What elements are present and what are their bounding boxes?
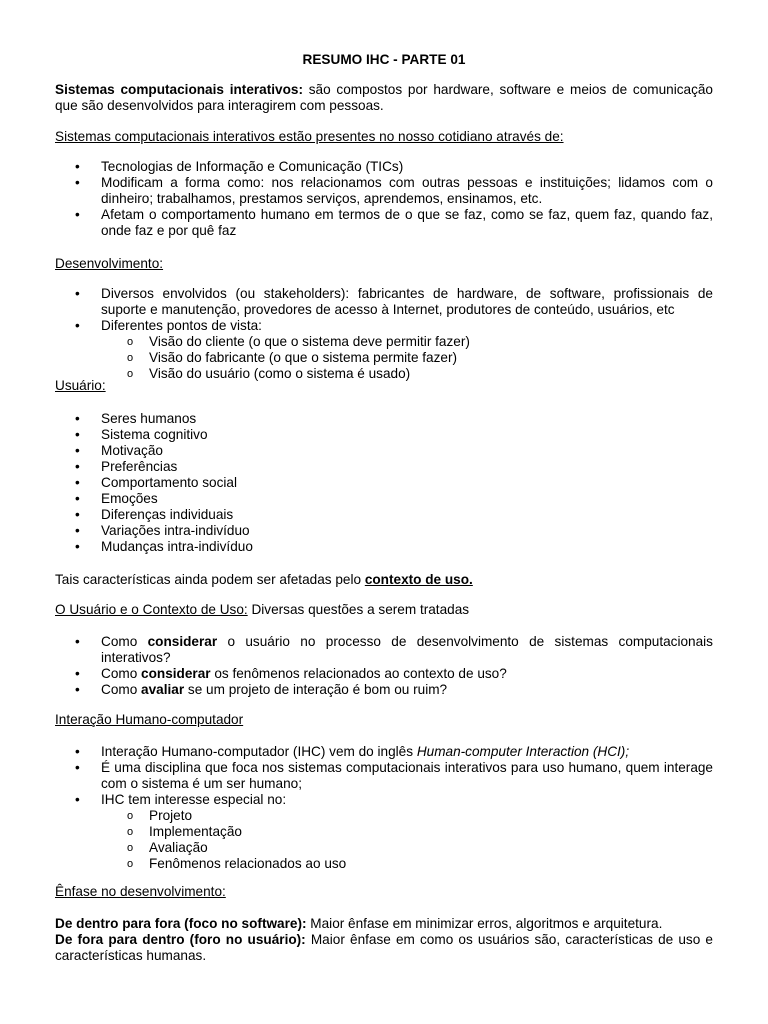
item-text: Interação Humano-computador (IHC) vem do inglês [101,744,417,759]
desenvolvimento-sublist [101,334,713,382]
list-item: • Afetam o comportamento humano em termos de o que se faz, como se faz, quem faz, quando faz, onde faz e por quê faz [75,207,713,239]
list-item: • Seres humanos [75,411,713,427]
enfase-line-2-bold: De fora para dentro (foro no usuário): [55,932,306,947]
item-bold: avaliar [141,682,185,697]
list-item: • Comportamento social [75,475,713,491]
sublist-item: o Visão do usuário (como o sistema é usado) [127,366,713,382]
item-bold: considerar [141,666,211,681]
enfase-line-2-text: Maior ênfase em como os usuários são, características de uso e características humanas. [55,932,713,963]
enfase-line-2 [55,932,713,964]
list-item-text: Diferentes pontos de vista: [101,318,262,333]
sublist-item: o Fenômenos relacionados ao uso [127,856,713,872]
interacao-sublist [101,808,713,872]
enfase-line-1-text: Maior ênfase em minimizar erros, algoritmos e arquitetura. [306,916,663,931]
list-item: • Preferências [75,459,713,475]
list-item: • Variações intra-indivíduo [75,523,713,539]
list-item [75,666,713,682]
usuario-list [75,411,713,555]
page-title: RESUMO IHC - PARTE 01 [302,52,466,67]
list-item: • É uma disciplina que foca nos sistemas computacionais interativos para uso humano, quem interage com o sistema é um ser humano; [75,760,713,792]
interacao-heading: Interação Humano-computador [55,712,244,727]
usuario-contexto-list [75,634,713,698]
item-bold: considerar [147,634,218,649]
list-item: • Diferenças individuais [75,507,713,523]
sublist-item: o Visão do fabricante (o que o sistema permite fazer) [127,350,713,366]
item-text: os fenômenos relacionados ao contexto de uso? [210,666,507,681]
intro-paragraph [55,82,713,114]
contexto-note-text: Tais características ainda podem ser afetadas pelo [55,572,365,587]
item-text: Como [101,634,148,649]
enfase-heading: Ênfase no desenvolvimento: [55,884,226,899]
sublist-item: o Projeto [127,808,713,824]
intro-text: são compostos por hardware, software e meios de comunicação que são desenvolvidos para interagirem com pessoas. [55,82,713,113]
list-item: • Sistema cognitivo [75,427,713,443]
contexto-note-emphasis: contexto de uso. [364,572,473,587]
cotidiano-list [75,159,713,239]
item-text: o usuário no processo de desenvolvimento de sistemas computacionais interativos? [101,634,713,665]
list-item [75,634,713,666]
intro-term: Sistemas computacionais interativos: [55,82,303,97]
sublist-item: o Implementação [127,824,713,840]
list-item [75,744,713,760]
usuario-contexto-heading-rest: Diversas questões a serem tratadas [247,602,470,617]
list-item: • Diversos envolvidos (ou stakeholders): fabricantes de hardware, de software, profissionais de suporte e manutenção, provedores de acesso à Internet, produtores de conteúdo, usuários, etc [75,286,713,318]
sublist-item: o Avaliação [127,840,713,856]
desenvolvimento-heading: Desenvolvimento: [55,256,164,271]
item-text: Como [101,682,142,697]
list-item: • Mudanças intra-indivíduo [75,539,713,555]
item-text: Como [101,666,142,681]
contexto-note [55,572,713,588]
desenvolvimento-list [75,286,713,382]
list-item: • Tecnologias de Informação e Comunicação (TICs) [75,159,713,175]
list-item-text: IHC tem interesse especial no: [101,792,287,807]
usuario-contexto-heading: O Usuário e o Contexto de Uso: [55,602,248,617]
list-item: • Motivação [75,443,713,459]
list-item: • Modificam a forma como: nos relacionamos com outras pessoas e instituições; lidamos com o dinheiro; trabalhamos, prestamos serviços, aprendemos, ensinamos, etc. [75,175,713,207]
interacao-list [75,744,713,872]
sublist-item: o Visão do cliente (o que o sistema deve permitir fazer) [127,334,713,350]
enfase-line-1-bold: De dentro para fora (foco no software): [55,916,307,931]
enfase-line-1 [55,916,713,932]
list-item [75,318,713,382]
item-italic: Human-computer Interaction (HCI); [416,744,630,759]
list-item [75,682,713,698]
list-item: • Emoções [75,491,713,507]
cotidiano-heading: Sistemas computacionais interativos estão presentes no nosso cotidiano através de: [55,129,564,144]
usuario-contexto-heading-line [55,602,713,618]
item-text: se um projeto de interação é bom ou ruim? [184,682,448,697]
list-item [75,792,713,872]
usuario-heading: Usuário: [55,378,106,393]
